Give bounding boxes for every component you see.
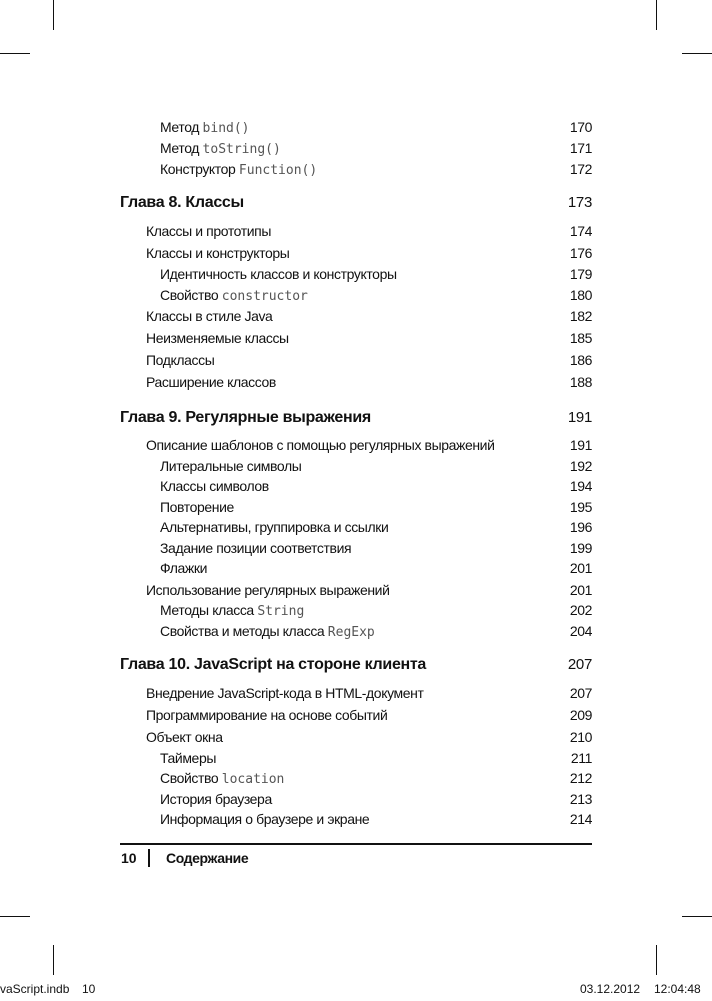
toc-page-number: 191 — [569, 437, 592, 453]
toc-entry-title: Конструктор Function() — [160, 161, 318, 178]
toc-entry-title: Классы и конструкторы — [146, 245, 290, 261]
toc-page-number: 173 — [567, 194, 592, 211]
toc-page-number: 188 — [569, 374, 592, 390]
slug-page: 10 — [82, 982, 96, 996]
toc-entry-title: Повторение — [160, 499, 234, 515]
toc-entry-title: Методы класса String — [160, 602, 305, 619]
toc-entry-title: Флажки — [160, 560, 208, 576]
toc-entry-title: Свойства и методы класса RegExp — [160, 623, 375, 640]
toc-page-number: 182 — [569, 308, 592, 324]
toc-entry-title: Описание шаблонов с помощью регулярных выражений — [146, 437, 495, 453]
toc-entry-title: Свойство constructor — [160, 287, 308, 304]
toc-entry-title: Глава 9. Регулярные выражения — [120, 409, 371, 426]
toc-page-number: 201 — [569, 582, 592, 598]
toc-page-number: 172 — [569, 161, 592, 177]
toc-page-number: 194 — [569, 478, 592, 494]
toc-entry-code: location — [221, 772, 285, 787]
toc-entry-title: Свойство location — [160, 770, 285, 787]
toc-entry-title: Программирование на основе событий — [146, 707, 388, 723]
toc-page-number: 170 — [569, 119, 592, 135]
toc-entry-title: Литеральные символы — [160, 458, 302, 474]
slug-file-name: vaScript.indb — [0, 982, 70, 996]
toc-entry-title: Неизменяемые классы — [146, 330, 289, 346]
toc-entry-code: toString() — [202, 142, 281, 157]
toc-page-number: 196 — [569, 519, 592, 535]
footer-page-number: 10 — [121, 850, 137, 866]
footer-rule — [120, 843, 592, 845]
toc-entry-code: constructor — [221, 289, 308, 304]
toc-entry-title: Метод toString() — [160, 140, 281, 157]
toc-page-number: 214 — [569, 811, 592, 827]
toc-entry-title: Использование регулярных выражений — [146, 582, 390, 598]
toc-page-number: 213 — [569, 791, 592, 807]
toc-entry-title: Классы в стиле Java — [146, 308, 273, 324]
toc-entry-title: Информация о браузере и экране — [160, 811, 370, 827]
toc-page-number: 179 — [569, 266, 592, 282]
toc-page-number: 207 — [569, 685, 592, 701]
toc-page-number: 186 — [569, 352, 592, 368]
toc-page-number: 191 — [567, 409, 592, 426]
toc-entry-title: История браузера — [160, 791, 272, 807]
toc-page-number: 209 — [569, 707, 592, 723]
toc-page-number: 212 — [569, 770, 592, 786]
toc-entry-title: Классы символов — [160, 478, 269, 494]
toc-entry-title: Метод bind() — [160, 119, 250, 136]
toc-entry-title: Идентичность классов и конструкторы — [160, 266, 397, 282]
toc-page-number: 171 — [569, 140, 592, 156]
toc-page-number: 185 — [569, 330, 592, 346]
toc-page-number: 199 — [569, 540, 592, 556]
toc-entry-title: Альтернативы, группировка и ссылки — [160, 519, 389, 535]
toc-entry-title: Классы и прототипы — [146, 223, 272, 239]
toc-entry-title: Задание позиции соответствия — [160, 540, 352, 556]
toc-page-number: 201 — [569, 560, 592, 576]
toc-entry-code: Function() — [238, 163, 318, 178]
toc-page-number: 210 — [569, 729, 592, 745]
toc-entry-title: Подклассы — [146, 352, 215, 368]
toc-page-number: 176 — [569, 245, 592, 261]
toc-page-number: 202 — [569, 602, 592, 618]
toc-entry-code: RegExp — [327, 625, 375, 640]
toc-entry-title: Расширение классов — [146, 374, 276, 390]
toc-page-number: 192 — [569, 458, 592, 474]
toc-page-number: 174 — [569, 223, 592, 239]
toc-entry-title: Внедрение JavaScript-кода в HTML-документ — [146, 685, 424, 701]
toc-page-number: 195 — [569, 499, 592, 515]
footer-section-title: Содержание — [166, 850, 249, 866]
slug-time: 12:04:48 — [654, 982, 701, 996]
toc-entry-title: Глава 8. Классы — [120, 194, 244, 211]
toc-page-number: 211 — [570, 750, 592, 766]
slug-date: 03.12.2012 — [580, 982, 641, 996]
toc-page-number: 180 — [569, 287, 592, 303]
toc-entry-code: bind() — [202, 121, 250, 136]
footer-divider — [148, 849, 150, 867]
toc-page-number: 207 — [567, 656, 592, 673]
toc-entry-title: Объект окна — [146, 729, 223, 745]
toc-entry-code: String — [257, 604, 305, 619]
toc-entry-title: Таймеры — [160, 750, 216, 766]
toc-page-number: 204 — [569, 623, 592, 639]
toc-entry-title: Глава 10. JavaScript на стороне клиента — [120, 656, 427, 673]
